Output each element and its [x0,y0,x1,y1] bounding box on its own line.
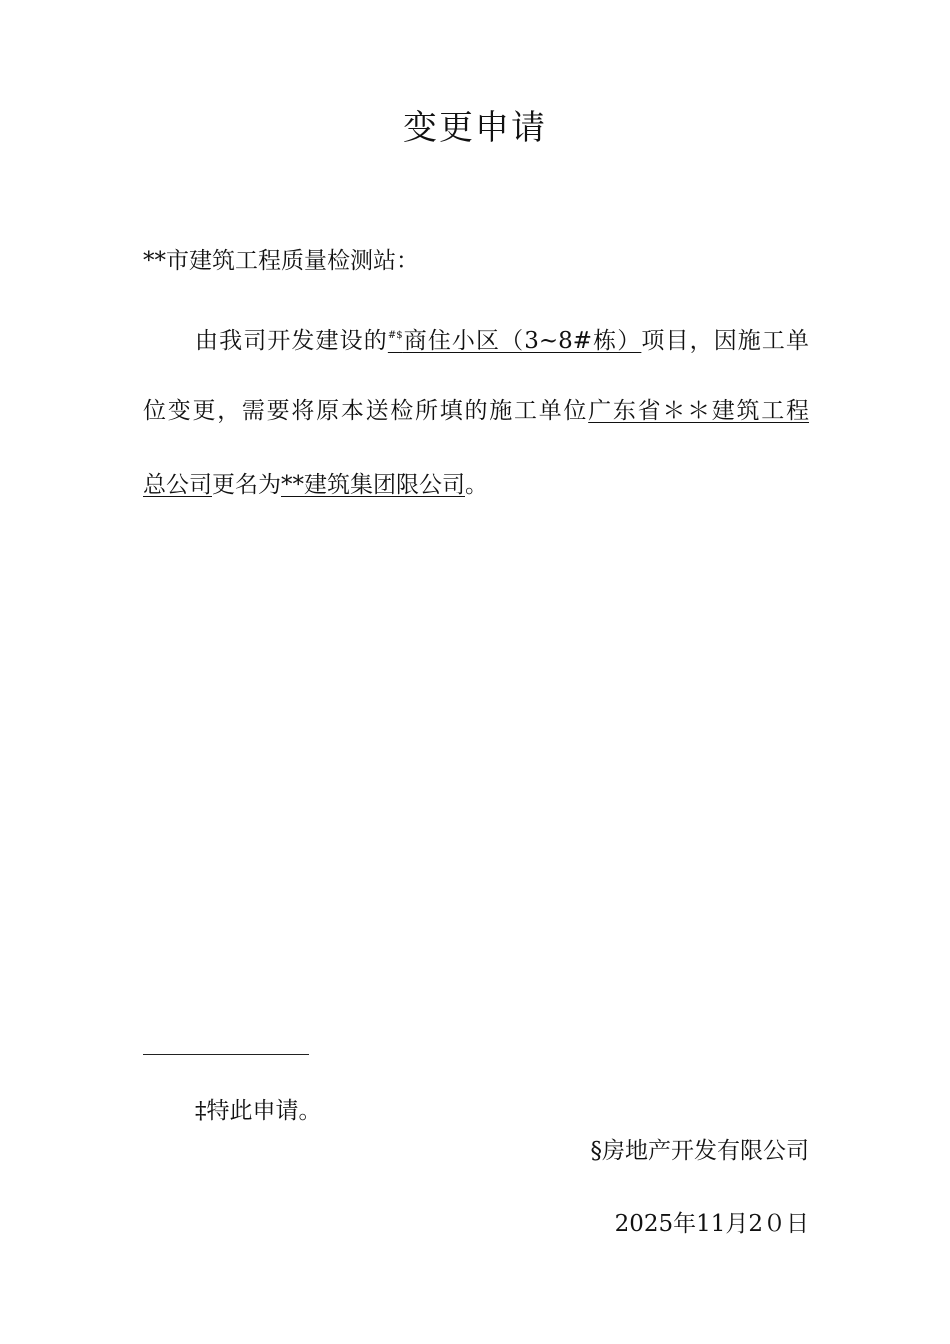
document-title: 变更申请 [403,108,547,148]
footnote-divider [143,1054,309,1055]
addressee: **市建筑工程质量检测站： [143,248,419,274]
project-superscript-mark: #$ [387,330,403,341]
body-line-1-text: 由我司开发建设的 [195,328,388,354]
body-line-2-text: 位变更，需要将原本送检所填的施工单位 [143,398,589,424]
body-line-1-tail: 项目，因施工单 [641,328,810,354]
new-contractor-name: **建筑集团限公司 [281,472,465,498]
body-line-3 [143,469,809,501]
rename-text: 更名为 [212,472,281,498]
body-line-3-tail: 。 [465,472,488,498]
old-contractor-name-part2: 总公司 [143,472,212,498]
old-contractor-name-part1: 广东省＊＊建筑工程 [588,398,810,424]
closing-text: ‡特此申请。 [195,1098,322,1124]
project-name-underlined [388,328,642,354]
signature-date: 2025年11月2０日 [614,1211,809,1237]
body-line-2 [143,395,809,427]
project-name: 商住小区（3~8#栋） [402,328,642,354]
signature-company: §房地产开发有限公司 [590,1138,809,1164]
body-line-1 [143,320,809,357]
